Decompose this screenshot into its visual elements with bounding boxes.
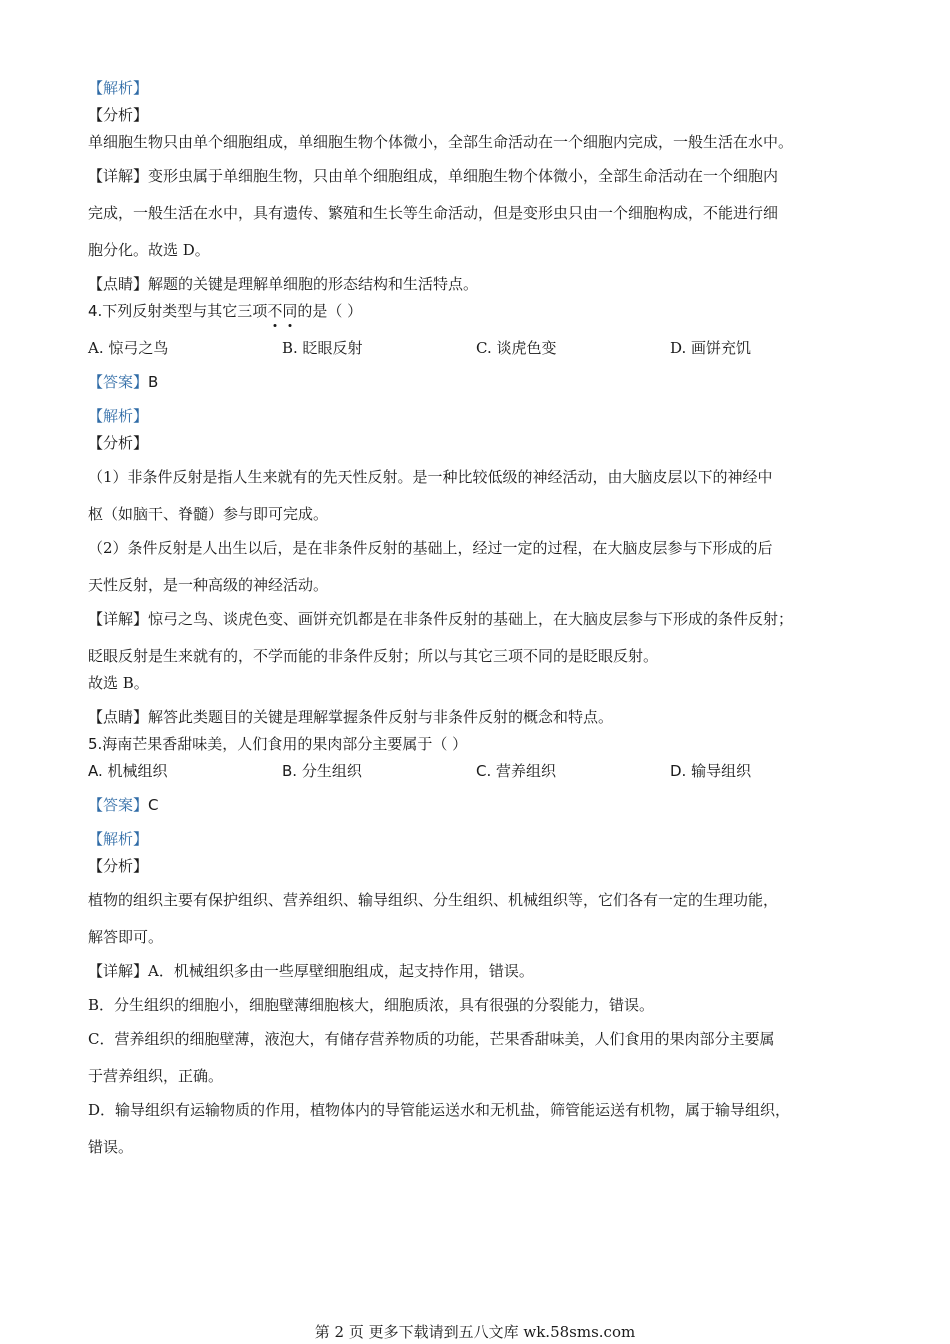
q3-tip	[88, 274, 878, 294]
q4-detail-text: 惊弓之鸟、谈虎色变、画饼充饥都是在非条件反射的基础上，在大脑皮层参与下形成的条件反射；	[148, 610, 794, 628]
q3-tip-tag: 【点睛】	[88, 275, 149, 293]
q4-jiexi-label: 【解析】	[88, 407, 149, 425]
q4-analysis-2-line-1: （2）条件反射是人出生以后，是在非条件反射的基础上，经过一定的过程，在大脑皮层参与下形成的后	[88, 539, 773, 557]
q3-fenxi-label: 【分析】	[88, 106, 149, 124]
q5-answer-tag: 【答案】	[88, 796, 149, 814]
q5-detail-a-text: A．机械组织多由一些厚壁细胞组成，起支持作用，错误。	[148, 962, 534, 980]
q5-detail-d-line-2: 错误。	[88, 1138, 134, 1156]
q5-options	[88, 761, 878, 781]
q4-detail-line-2: 眨眼反射是生来就有的，不学而能的非条件反射；所以与其它三项不同的是眨眼反射。	[88, 647, 659, 665]
q5-option-a: A. 机械组织	[88, 762, 168, 780]
q4-question-pre: 4.下列反射类型与其它三项	[88, 302, 268, 320]
q4-answer-tag: 【答案】	[88, 373, 149, 391]
q3-detail-line-3: 胞分化。故选 D。	[88, 241, 210, 259]
q5-detail-c-line-1: C．营养组织的细胞壁薄，液泡大，有储存营养物质的功能，芒果香甜味美，人们食用的果肉部分主要属	[88, 1030, 775, 1048]
q5-detail-a	[88, 961, 878, 981]
q3-tip-text: 解题的关键是理解单细胞的形态结构和生活特点。	[148, 275, 479, 293]
q4-analysis-1-line-1: （1）非条件反射是指人生来就有的先天性反射。是一种比较低级的神经活动，由大脑皮层以下的神经中	[88, 468, 773, 486]
q4-options	[88, 338, 878, 358]
q4-analysis-2-line-2: 天性反射，是一种高级的神经活动。	[88, 576, 329, 594]
q3-detail-line-1	[88, 166, 878, 186]
q3-detail-text: 变形虫属于单细胞生物，只由单个细胞组成，单细胞生物个体微小，全部生命活动在一个细胞内	[148, 167, 779, 185]
q5-detail-c-line-2: 于营养组织，正确。	[88, 1067, 224, 1085]
q3-detail-line-2: 完成，一般生活在水中，具有遗传、繁殖和生长等生命活动，但是变形虫只由一个细胞构成，不能进行细	[88, 204, 779, 222]
q4-emph-char-2: 同	[282, 302, 298, 320]
q4-answer-value: B	[148, 373, 159, 391]
q5-option-d: D. 输导组织	[670, 762, 752, 780]
page-footer: 第 2 页 更多下载请到五八文库 wk.58sms.com	[314, 1323, 636, 1341]
q4-detail-line-3: 故选 B。	[88, 674, 149, 692]
q5-option-c: C. 营养组织	[476, 762, 557, 780]
q4-analysis-1-line-2: 枢（如脑干、脊髓）参与即可完成。	[88, 505, 329, 523]
q3-detail-tag: 【详解】	[88, 167, 149, 185]
q4-tip	[88, 707, 878, 727]
q4-tip-tag: 【点睛】	[88, 708, 149, 726]
q3-jiexi-label: 【解析】	[88, 79, 149, 97]
q4-tip-text: 解答此类题目的关键是理解掌握条件反射与非条件反射的概念和特点。	[148, 708, 614, 726]
q5-fenxi-label: 【分析】	[88, 857, 149, 875]
q5-question: 5.海南芒果香甜味美，人们食用的果肉部分主要属于（ ）	[88, 735, 468, 753]
q5-option-b: B. 分生组织	[282, 762, 362, 780]
q5-analysis-line-2: 解答即可。	[88, 928, 164, 946]
q4-option-a: A. 惊弓之鸟	[88, 339, 169, 357]
q5-detail-tag: 【详解】	[88, 962, 149, 980]
q4-fenxi-label: 【分析】	[88, 434, 149, 452]
q4-question-post: 的是（ ）	[297, 302, 363, 320]
q4-question	[88, 301, 878, 321]
q5-detail-b: B．分生组织的细胞小，细胞壁薄细胞核大，细胞质浓，具有很强的分裂能力，错误。	[88, 996, 655, 1014]
q4-option-b: B. 眨眼反射	[282, 339, 363, 357]
q5-analysis-line-1: 植物的组织主要有保护组织、营养组织、输导组织、分生组织、机械组织等，它们各有一定的生理功能，	[88, 891, 779, 909]
q4-detail-tag: 【详解】	[88, 610, 149, 628]
q5-answer-value: C	[148, 796, 159, 814]
q4-option-c: C. 谈虎色变	[476, 339, 557, 357]
q5-detail-d-line-1: D．输导组织有运输物质的作用，植物体内的导管能运送水和无机盐，筛管能运送有机物，属于输导组织，	[88, 1101, 791, 1119]
q4-option-d: D. 画饼充饥	[670, 339, 752, 357]
q4-question-emphasis	[267, 302, 297, 320]
q5-jiexi-label: 【解析】	[88, 830, 149, 848]
q4-answer	[88, 372, 878, 392]
document-page	[88, 78, 878, 1157]
q3-analysis: 单细胞生物只由单个细胞组成，单细胞生物个体微小，全部生命活动在一个细胞内完成，一般生活在水中。	[88, 133, 794, 151]
q4-emph-char-1: 不	[267, 302, 283, 320]
q5-answer	[88, 795, 878, 815]
q4-detail-line-1	[88, 609, 878, 629]
